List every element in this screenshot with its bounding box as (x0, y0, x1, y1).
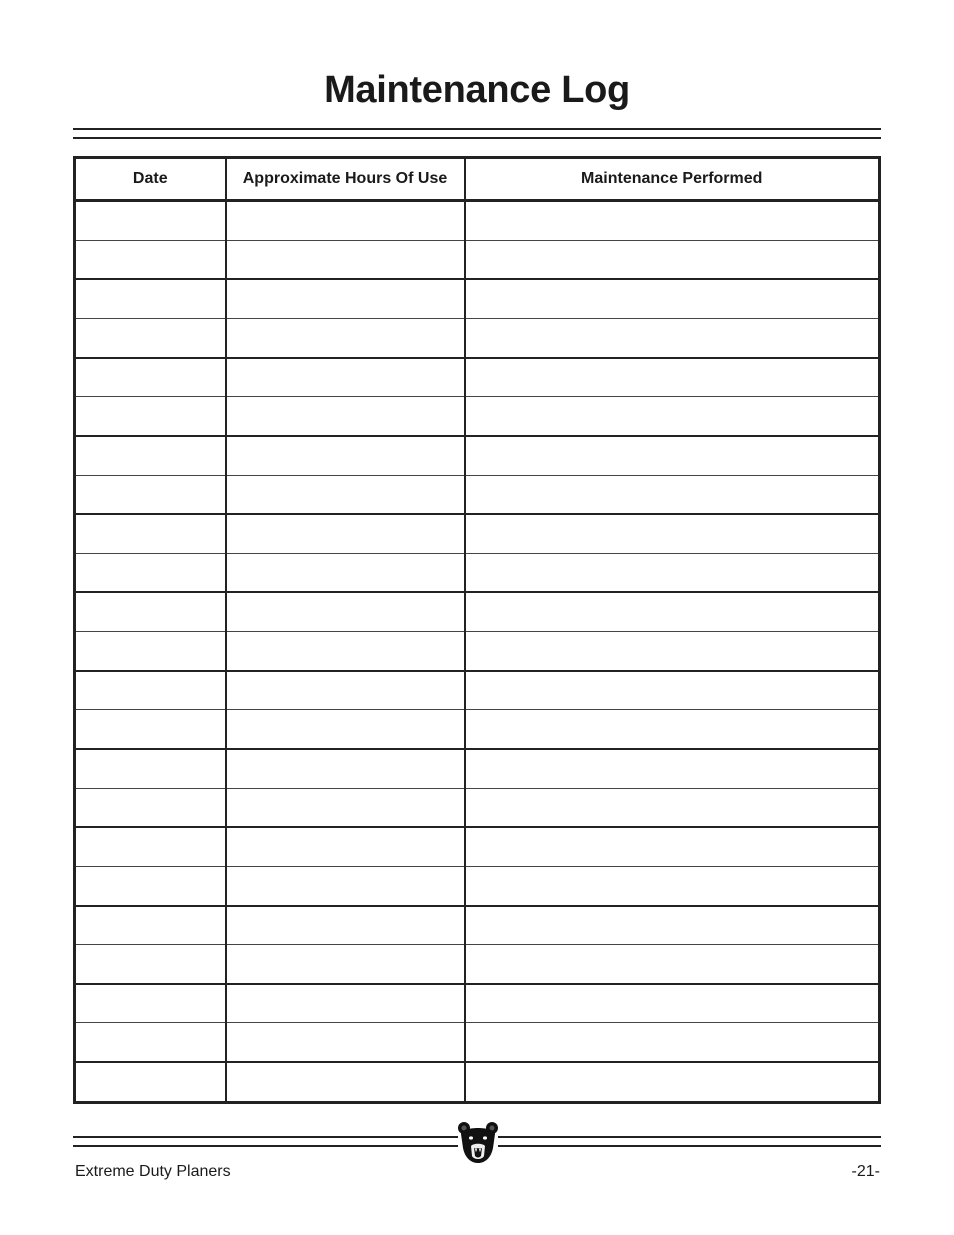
table-row (75, 553, 880, 592)
hours-cell (226, 436, 465, 475)
maintenance-cell (465, 749, 880, 788)
hours-cell (226, 1062, 465, 1102)
footer-divider-right-top (498, 1136, 881, 1138)
column-header-date: Date (75, 158, 226, 201)
title-divider-top (73, 128, 881, 130)
hours-cell (226, 710, 465, 749)
date-cell (75, 592, 226, 631)
footer-divider-left-top (73, 1136, 458, 1138)
table-row (75, 749, 880, 788)
table-row (75, 906, 880, 945)
table-row (75, 1062, 880, 1102)
table-row (75, 866, 880, 905)
maintenance-cell (465, 240, 880, 279)
title-divider-bottom (73, 137, 881, 139)
table-row (75, 827, 880, 866)
maintenance-cell (465, 1023, 880, 1062)
hours-cell (226, 749, 465, 788)
table-row (75, 358, 880, 397)
maintenance-cell (465, 710, 880, 749)
table-row (75, 240, 880, 279)
maintenance-cell (465, 436, 880, 475)
date-cell (75, 984, 226, 1023)
hours-cell (226, 201, 465, 241)
footer-divider-right-bottom (498, 1145, 881, 1147)
table-row (75, 436, 880, 475)
maintenance-cell (465, 201, 880, 241)
column-header-hours: Approximate Hours Of Use (226, 158, 465, 201)
maintenance-cell (465, 358, 880, 397)
maintenance-cell (465, 945, 880, 984)
date-cell (75, 436, 226, 475)
date-cell (75, 279, 226, 318)
table-row (75, 1023, 880, 1062)
hours-cell (226, 632, 465, 671)
table-row (75, 201, 880, 241)
date-cell (75, 671, 226, 710)
maintenance-cell (465, 397, 880, 436)
date-cell (75, 749, 226, 788)
table-row (75, 710, 880, 749)
date-cell (75, 475, 226, 514)
hours-cell (226, 866, 465, 905)
table-row (75, 632, 880, 671)
date-cell (75, 827, 226, 866)
table-row (75, 671, 880, 710)
maintenance-cell (465, 553, 880, 592)
table-row (75, 945, 880, 984)
hours-cell (226, 240, 465, 279)
maintenance-cell (465, 318, 880, 357)
bear-head-icon (457, 1120, 499, 1164)
maintenance-cell (465, 866, 880, 905)
table-row (75, 318, 880, 357)
date-cell (75, 397, 226, 436)
date-cell (75, 318, 226, 357)
date-cell (75, 553, 226, 592)
footer-product-name: Extreme Duty Planers (75, 1163, 231, 1180)
date-cell (75, 358, 226, 397)
date-cell (75, 632, 226, 671)
table-body (75, 201, 880, 1103)
maintenance-cell (465, 788, 880, 827)
table-row (75, 397, 880, 436)
hours-cell (226, 945, 465, 984)
footer-divider-left-bottom (73, 1145, 458, 1147)
maintenance-cell (465, 984, 880, 1023)
maintenance-cell (465, 671, 880, 710)
date-cell (75, 240, 226, 279)
maintenance-cell (465, 279, 880, 318)
table-row (75, 984, 880, 1023)
maintenance-cell (465, 475, 880, 514)
hours-cell (226, 318, 465, 357)
date-cell (75, 1023, 226, 1062)
table-row (75, 279, 880, 318)
hours-cell (226, 514, 465, 553)
hours-cell (226, 475, 465, 514)
hours-cell (226, 671, 465, 710)
footer-page-number: -21- (851, 1163, 880, 1180)
table-row (75, 475, 880, 514)
hours-cell (226, 788, 465, 827)
hours-cell (226, 827, 465, 866)
table-row (75, 788, 880, 827)
maintenance-cell (465, 906, 880, 945)
date-cell (75, 866, 226, 905)
date-cell (75, 514, 226, 553)
page-title: Maintenance Log (324, 69, 630, 111)
date-cell (75, 1062, 226, 1102)
column-header-maintenance: Maintenance Performed (465, 158, 880, 201)
hours-cell (226, 984, 465, 1023)
hours-cell (226, 397, 465, 436)
date-cell (75, 710, 226, 749)
hours-cell (226, 553, 465, 592)
maintenance-cell (465, 827, 880, 866)
table-row (75, 514, 880, 553)
date-cell (75, 945, 226, 984)
hours-cell (226, 358, 465, 397)
date-cell (75, 906, 226, 945)
maintenance-log-table (73, 156, 881, 1104)
table-header-row (75, 158, 880, 201)
date-cell (75, 201, 226, 241)
hours-cell (226, 1023, 465, 1062)
maintenance-cell (465, 1062, 880, 1102)
hours-cell (226, 592, 465, 631)
hours-cell (226, 279, 465, 318)
table-row (75, 592, 880, 631)
date-cell (75, 788, 226, 827)
maintenance-cell (465, 514, 880, 553)
maintenance-cell (465, 592, 880, 631)
hours-cell (226, 906, 465, 945)
maintenance-cell (465, 632, 880, 671)
